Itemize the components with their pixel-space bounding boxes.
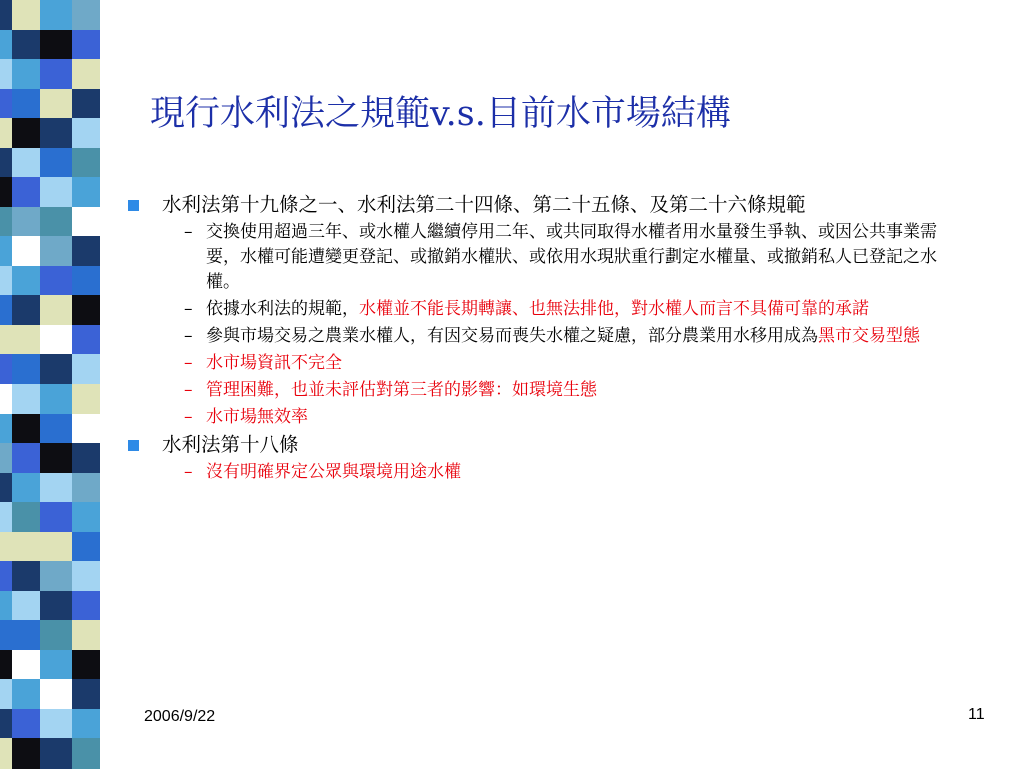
square-bullet-icon (128, 440, 139, 451)
decorative-stripes (0, 0, 100, 768)
sub-item (128, 460, 968, 485)
stripe-segment (72, 0, 100, 31)
stripe-segment (0, 414, 12, 445)
stripe-segment (72, 177, 100, 208)
stripe-segment (72, 118, 100, 149)
stripe-segment (12, 207, 40, 238)
stripe-segment (0, 384, 12, 415)
stripe-segment (72, 148, 100, 179)
stripe-segment (40, 148, 72, 179)
sub-item-text: 參與市場交易之農業水權人，有因交易而喪失水權之疑慮，部分農業用水移用成為 (206, 326, 818, 346)
stripe-segment (40, 354, 72, 385)
slide-content (128, 192, 968, 487)
stripe-segment (12, 443, 40, 474)
stripe-segment (0, 709, 12, 740)
slide-title: 現行水利法之規範v.s.目前水市場結構 (150, 94, 731, 134)
sub-item-text: 交換使用超過三年、或水權人繼續停用二年、或共同取得水權者用水量發生爭執、或因公共事業需要，水權可能遭變更登記、或撤銷水權狀、或依用水現狀重行劃定水權量、或撤銷私人已登記之水權。 (206, 222, 937, 292)
stripe-segment (40, 207, 72, 238)
stripe-segment (40, 30, 72, 61)
stripe-column (12, 0, 40, 768)
stripe-segment (72, 620, 100, 651)
dash-icon: – (184, 353, 193, 373)
stripe-segment (12, 354, 40, 385)
stripe-segment (40, 295, 72, 326)
stripe-segment (12, 236, 40, 267)
stripe-segment (40, 118, 72, 149)
stripe-segment (12, 266, 40, 297)
page-number: 11 (968, 706, 985, 723)
stripe-segment (12, 532, 40, 563)
stripe-segment (0, 473, 12, 504)
dash-icon: – (184, 462, 193, 482)
stripe-segment (0, 502, 12, 533)
stripe-segment (12, 414, 40, 445)
stripe-segment (72, 236, 100, 267)
stripe-segment (40, 650, 72, 681)
stripe-segment (12, 30, 40, 61)
stripe-segment (12, 561, 40, 592)
stripe-segment (0, 207, 12, 238)
dash-icon: – (184, 407, 193, 427)
stripe-segment (40, 532, 72, 563)
stripe-segment (40, 473, 72, 504)
stripe-segment (72, 295, 100, 326)
stripe-column (72, 0, 100, 768)
stripe-segment (12, 177, 40, 208)
stripe-segment (72, 709, 100, 740)
stripe-column (40, 0, 72, 768)
stripe-segment (0, 0, 12, 31)
stripe-segment (40, 709, 72, 740)
stripe-segment (40, 738, 72, 769)
stripe-segment (40, 384, 72, 415)
stripe-segment (72, 89, 100, 120)
stripe-segment (40, 620, 72, 651)
stripe-segment (0, 561, 12, 592)
sub-item (128, 220, 968, 295)
sub-item (128, 297, 968, 322)
stripe-segment (0, 148, 12, 179)
stripe-segment (72, 59, 100, 90)
sub-item-highlight: 水市場無效率 (206, 407, 308, 427)
sub-item-highlight: 水權並不能長期轉讓、也無法排他，對水權人而言不具備可靠的承諾 (359, 299, 869, 319)
dash-icon: – (184, 380, 193, 400)
stripe-segment (12, 59, 40, 90)
stripe-segment (72, 738, 100, 769)
stripe-segment (12, 0, 40, 31)
bullet-text: 水利法第十八條 (162, 433, 299, 456)
stripe-segment (40, 59, 72, 90)
stripe-segment (72, 207, 100, 238)
stripe-segment (72, 325, 100, 356)
stripe-segment (40, 414, 72, 445)
stripe-column (0, 0, 12, 768)
stripe-segment (0, 591, 12, 622)
stripe-segment (0, 325, 12, 356)
sub-item-highlight: 水市場資訊不完全 (206, 353, 342, 373)
stripe-segment (12, 650, 40, 681)
stripe-segment (0, 650, 12, 681)
footer-date: 2006/9/22 (144, 708, 216, 725)
stripe-segment (12, 473, 40, 504)
sub-item (128, 351, 968, 376)
stripe-segment (40, 561, 72, 592)
stripe-segment (0, 236, 12, 267)
stripe-segment (0, 30, 12, 61)
stripe-segment (0, 295, 12, 326)
stripe-segment (12, 148, 40, 179)
stripe-segment (40, 89, 72, 120)
sub-item (128, 378, 968, 403)
dash-icon: – (184, 299, 193, 319)
sub-item-highlight: 黑市交易型態 (818, 326, 920, 346)
sub-item (128, 405, 968, 430)
sub-item-text: 依據水利法的規範， (206, 299, 359, 319)
stripe-segment (12, 295, 40, 326)
stripe-segment (12, 738, 40, 769)
bullet-item-1 (128, 192, 968, 217)
stripe-segment (12, 591, 40, 622)
stripe-segment (40, 591, 72, 622)
stripe-segment (40, 236, 72, 267)
stripe-segment (40, 679, 72, 710)
stripe-segment (40, 502, 72, 533)
stripe-segment (72, 414, 100, 445)
stripe-segment (40, 266, 72, 297)
stripe-segment (12, 502, 40, 533)
stripe-segment (72, 679, 100, 710)
stripe-segment (72, 266, 100, 297)
sub-item (128, 324, 968, 349)
stripe-segment (0, 59, 12, 90)
stripe-segment (40, 325, 72, 356)
stripe-segment (72, 650, 100, 681)
stripe-segment (0, 118, 12, 149)
stripe-segment (72, 354, 100, 385)
stripe-segment (72, 30, 100, 61)
square-bullet-icon (128, 200, 139, 211)
stripe-segment (72, 502, 100, 533)
stripe-segment (12, 679, 40, 710)
sub-item-highlight: 管理困難，也並未評估對第三者的影響：如環境生態 (206, 380, 597, 400)
stripe-segment (12, 709, 40, 740)
stripe-segment (40, 443, 72, 474)
dash-icon: – (184, 222, 193, 242)
stripe-segment (0, 679, 12, 710)
stripe-segment (72, 384, 100, 415)
bullet-text: 水利法第十九條之一、水利法第二十四條、第二十五條、及第二十六條規範 (162, 193, 806, 216)
stripe-segment (40, 177, 72, 208)
stripe-segment (0, 532, 12, 563)
stripe-segment (12, 325, 40, 356)
stripe-segment (0, 177, 12, 208)
stripe-segment (12, 118, 40, 149)
stripe-segment (72, 561, 100, 592)
stripe-segment (12, 384, 40, 415)
dash-icon: – (184, 326, 193, 346)
stripe-segment (12, 620, 40, 651)
stripe-segment (0, 89, 12, 120)
stripe-segment (72, 473, 100, 504)
stripe-segment (72, 532, 100, 563)
stripe-segment (72, 443, 100, 474)
stripe-segment (40, 0, 72, 31)
stripe-segment (0, 266, 12, 297)
stripe-segment (0, 443, 12, 474)
stripe-segment (12, 89, 40, 120)
stripe-segment (0, 620, 12, 651)
stripe-segment (0, 738, 12, 769)
stripe-segment (72, 591, 100, 622)
bullet-item-2 (128, 432, 968, 457)
stripe-segment (0, 354, 12, 385)
sub-item-highlight: 沒有明確界定公眾與環境用途水權 (206, 462, 461, 482)
